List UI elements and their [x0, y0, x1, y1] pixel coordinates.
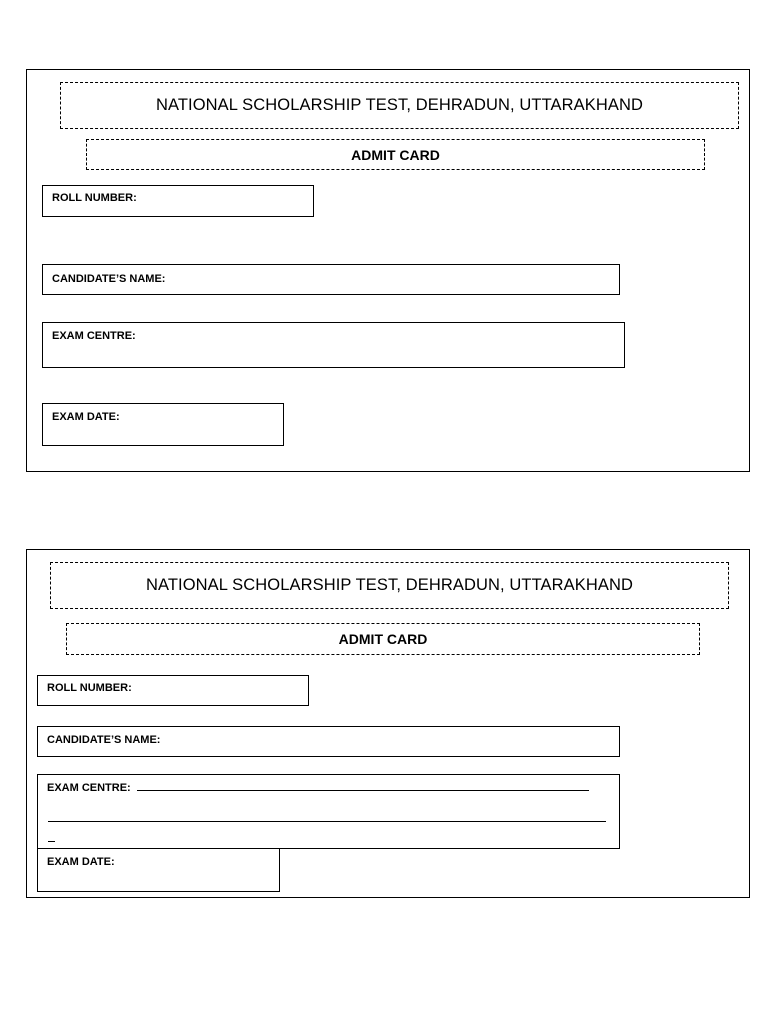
- exam-date-field[interactable]: [42, 403, 284, 446]
- exam-centre-label: EXAM CENTRE:: [52, 330, 136, 342]
- exam-date-label: EXAM DATE:: [47, 856, 115, 868]
- exam-title-box: [50, 562, 729, 609]
- exam-date-label: EXAM DATE:: [52, 411, 120, 423]
- roll-number-field[interactable]: [42, 185, 314, 217]
- candidate-name-label: CANDIDATE’S NAME:: [47, 734, 161, 746]
- exam-title: NATIONAL SCHOLARSHIP TEST, DEHRADUN, UTTARAKHAND: [155, 96, 644, 114]
- exam-centre-underline-2: [48, 821, 606, 822]
- exam-centre-field[interactable]: [42, 322, 625, 368]
- admit-card-heading: ADMIT CARD: [351, 146, 440, 163]
- roll-number-label: ROLL NUMBER:: [52, 192, 137, 204]
- exam-date-field[interactable]: [37, 848, 280, 892]
- exam-centre-label: EXAM CENTRE:: [47, 782, 131, 794]
- exam-centre-underline-1: [137, 790, 589, 791]
- candidate-name-field[interactable]: [42, 264, 620, 295]
- exam-title: NATIONAL SCHOLARSHIP TEST, DEHRADUN, UTTARAKHAND: [145, 576, 634, 594]
- admit-card-heading-box: [66, 623, 700, 655]
- candidate-name-label: CANDIDATE’S NAME:: [52, 273, 166, 285]
- exam-title-box: [60, 82, 739, 129]
- exam-centre-field[interactable]: [37, 774, 620, 849]
- roll-number-field[interactable]: [37, 675, 309, 706]
- admit-card-heading: ADMIT CARD: [338, 631, 428, 647]
- roll-number-label: ROLL NUMBER:: [47, 682, 132, 694]
- exam-centre-underline-3: [48, 841, 55, 842]
- admit-card-heading-box: [86, 139, 705, 170]
- candidate-name-field[interactable]: [37, 726, 620, 757]
